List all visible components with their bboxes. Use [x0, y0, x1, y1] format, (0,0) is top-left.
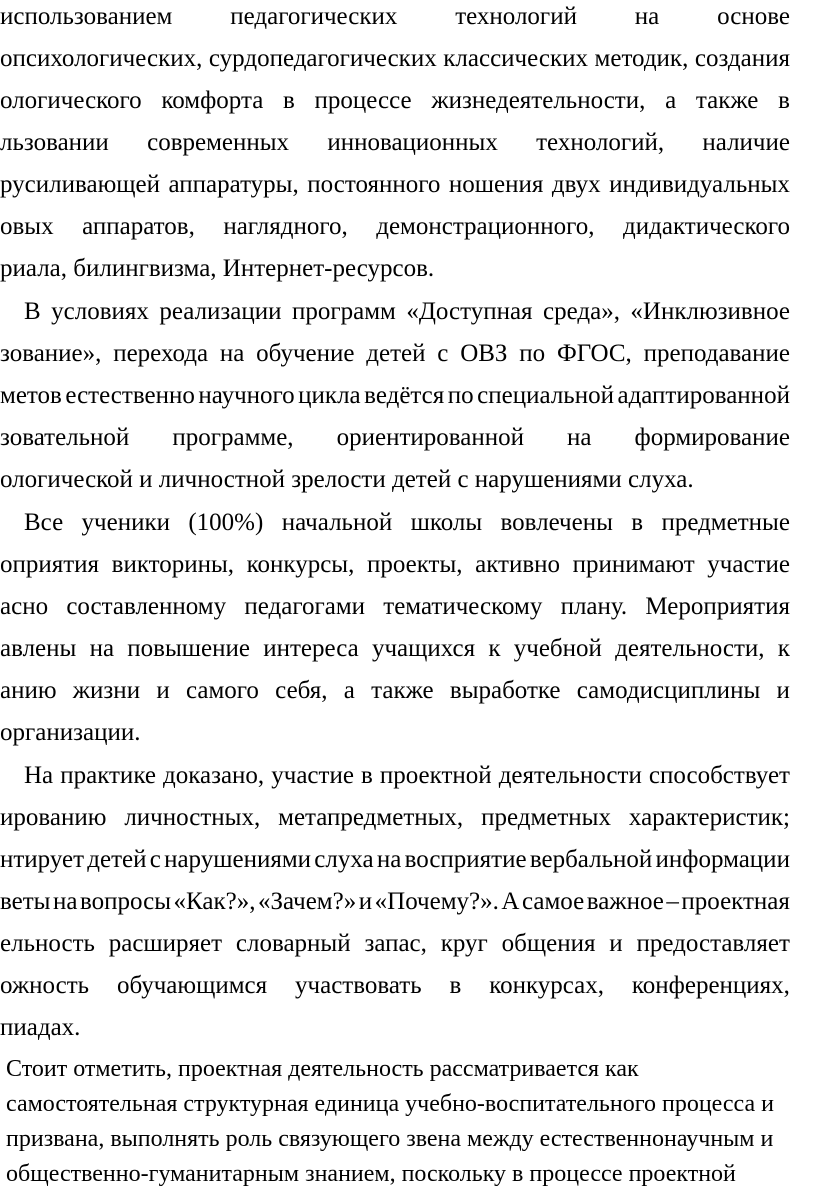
word: характеристик; [628, 804, 790, 831]
word: «Инклюзивное [630, 298, 790, 325]
word: – [666, 888, 679, 915]
word: информации [655, 846, 790, 873]
word: адаптированной [617, 382, 790, 409]
word: к [488, 635, 501, 662]
word: классических [443, 45, 588, 72]
word: самодисциплины [576, 677, 761, 704]
word: индивидуальных [609, 171, 790, 198]
word: ученики [81, 509, 170, 536]
text-line [0, 634, 790, 664]
word: общения [501, 930, 596, 957]
word: личностных, [124, 804, 261, 831]
text-line [0, 929, 790, 959]
word: начальной [281, 509, 393, 536]
word: практике [60, 762, 156, 789]
word: использованием [0, 3, 173, 30]
word: цикла [298, 382, 361, 409]
word: расширяет [108, 930, 223, 957]
word: метов [0, 382, 62, 409]
word: в [449, 972, 462, 999]
word: самое [521, 888, 585, 915]
text-line: риала, билингвизма, Интернет-ресурсов. [0, 255, 435, 282]
word: преподавание [643, 340, 790, 367]
word: опсихологических, [0, 45, 203, 72]
word: а [665, 87, 677, 114]
word: себя, [275, 677, 328, 704]
word: обучение [256, 340, 355, 367]
text-line [0, 845, 790, 875]
word: выработке [449, 677, 561, 704]
word: В [24, 298, 41, 325]
word: самого [185, 677, 259, 704]
text-line [0, 803, 790, 833]
word: к [777, 635, 790, 662]
word: льзовании [0, 129, 109, 156]
text-line: организации. [0, 719, 141, 746]
word: ожность [0, 972, 90, 999]
word: с [149, 846, 161, 873]
word: способствует [648, 762, 790, 789]
word: специальной [477, 382, 614, 409]
text-line [0, 381, 790, 411]
word: с [437, 340, 449, 367]
word: «Как?», [173, 888, 256, 915]
word: на [89, 635, 115, 662]
word: жизни [72, 677, 141, 704]
word: по [519, 340, 546, 367]
text-line [0, 971, 790, 1001]
word: доказано, [163, 762, 265, 789]
word: современных [147, 129, 290, 156]
word: педагогами [244, 593, 366, 620]
word: анию [0, 677, 57, 704]
word: методик, [594, 45, 689, 72]
word: в [631, 509, 644, 536]
word: авлены [0, 635, 77, 662]
word: ФГОС, [556, 340, 632, 367]
word: программе, [172, 424, 294, 451]
text-line: пиадах. [0, 1014, 81, 1041]
word: наличие [702, 129, 790, 156]
word: метапредметных, [278, 804, 464, 831]
word: важное [586, 888, 664, 915]
word: и [156, 677, 170, 704]
word: детей [366, 340, 426, 367]
word: на [376, 846, 402, 873]
word: детей [87, 846, 147, 873]
word: ОВЗ [460, 340, 508, 367]
word: также [371, 677, 434, 704]
word: веты [0, 888, 51, 915]
word: «Зачем?» [258, 888, 357, 915]
word: и [358, 888, 373, 915]
word: участие [271, 762, 354, 789]
word: «Доступная [406, 298, 533, 325]
word: вербальной [529, 846, 653, 873]
word: и [776, 677, 790, 704]
word: среда», [543, 298, 620, 325]
word: вопросы [80, 888, 172, 915]
text-line [24, 761, 790, 791]
word: обучающимся [116, 972, 268, 999]
word: школы [410, 509, 483, 536]
word: предоставляет [636, 930, 790, 957]
word: Мероприятия [645, 593, 790, 620]
word: предметных [481, 804, 611, 831]
text-line [0, 423, 790, 453]
word: нтирует [0, 846, 85, 873]
text-line [0, 592, 790, 622]
word: зовательной [0, 424, 130, 451]
word: проектной [379, 762, 492, 789]
word: научного [198, 382, 295, 409]
word: в [778, 87, 790, 114]
word: технологий [455, 3, 577, 30]
word: слуха [314, 846, 374, 873]
word: плану. [560, 593, 628, 620]
text-line: общественно-гуманитарным знанием, поскольку в процессе проектной [6, 1161, 736, 1187]
word: конкурсы, [246, 551, 355, 578]
word: овых [0, 213, 54, 240]
text-line [0, 212, 790, 242]
word: русиливающей [0, 171, 160, 198]
word: участвовать [295, 972, 422, 999]
word: восприятие [404, 846, 527, 873]
word: На [24, 762, 54, 789]
word: асно [0, 593, 49, 620]
word: на [53, 888, 78, 915]
word: викторины, [111, 551, 235, 578]
word: аппаратов, [82, 213, 195, 240]
word: постоянного [307, 171, 441, 198]
word: педагогических [230, 3, 398, 30]
text-line: ологической и личностной зрелости детей с нарушениями слуха. [0, 466, 694, 493]
word: (100%) [188, 509, 264, 536]
word: жизнедеятельности, [431, 87, 646, 114]
word: зование», [0, 340, 102, 367]
word: в [283, 87, 295, 114]
word: формирование [634, 424, 790, 451]
word: также [695, 87, 759, 114]
word: тематическому [383, 593, 543, 620]
text-line [24, 297, 790, 327]
word: комфорта [161, 87, 264, 114]
word: на [219, 340, 245, 367]
word: участие [707, 551, 790, 578]
word: программ [292, 298, 396, 325]
text-line [0, 128, 790, 158]
word: технологий, [536, 129, 665, 156]
word: проектная [681, 888, 790, 915]
word: деятельности, [615, 635, 765, 662]
text-line [0, 2, 790, 32]
text-line [0, 887, 790, 917]
word: А [501, 888, 520, 915]
word: ельность [0, 930, 95, 957]
word: нарушениями [164, 846, 312, 873]
text-line [0, 339, 790, 369]
word: конференциях, [631, 972, 790, 999]
word: процессе [314, 87, 412, 114]
word: перехода [113, 340, 209, 367]
word: словарный [235, 930, 351, 957]
word: деятельности [498, 762, 642, 789]
word: по [447, 382, 474, 409]
text-line [24, 508, 790, 538]
word: на [567, 424, 592, 451]
word: конкурсах, [489, 972, 604, 999]
word: ологического [0, 87, 142, 114]
word: в [360, 762, 373, 789]
word: ведётся [364, 382, 445, 409]
word: демонстрационного, [376, 213, 595, 240]
word: ношения [448, 171, 544, 198]
word: на [634, 3, 660, 30]
word: активно [475, 551, 561, 578]
word: составленному [66, 593, 227, 620]
word: запас, [364, 930, 427, 957]
word: учебной [513, 635, 602, 662]
word: а [343, 677, 355, 704]
word: и [609, 930, 623, 957]
text-line [0, 676, 790, 706]
word: проекты, [366, 551, 463, 578]
word: принимают [572, 551, 695, 578]
word: инновационных [327, 129, 498, 156]
word: основе [717, 3, 790, 30]
word: естественно [65, 382, 195, 409]
word: повышение [127, 635, 250, 662]
text-line [0, 44, 790, 74]
word: оприятия [0, 551, 100, 578]
word: «Почему?». [374, 888, 499, 915]
word: круг [440, 930, 488, 957]
word: сурдопедагогических [208, 45, 437, 72]
word: наглядного, [223, 213, 348, 240]
word: учащихся [371, 635, 476, 662]
word: вовлечены [500, 509, 613, 536]
word: аппаратуры, [168, 171, 299, 198]
word: ориентированной [336, 424, 524, 451]
word: ированию [0, 804, 107, 831]
word: создания [694, 45, 790, 72]
text-line: призвана, выполнять роль связующего звена между естественнонаучным и [6, 1126, 774, 1152]
text-line: Стоит отметить, проектная деятельность рассматривается как [6, 1056, 639, 1082]
text-line [0, 86, 790, 116]
text-line [0, 170, 790, 200]
word: дидактического [623, 213, 790, 240]
word: интереса [263, 635, 359, 662]
word: двух [551, 171, 601, 198]
text-line [0, 550, 790, 580]
word: Все [24, 509, 64, 536]
word: предметные [661, 509, 790, 536]
word: условиях [51, 298, 149, 325]
word: реализации [159, 298, 282, 325]
text-line: самостоятельная структурная единица учебно-воспитательного процесса и [6, 1091, 774, 1117]
